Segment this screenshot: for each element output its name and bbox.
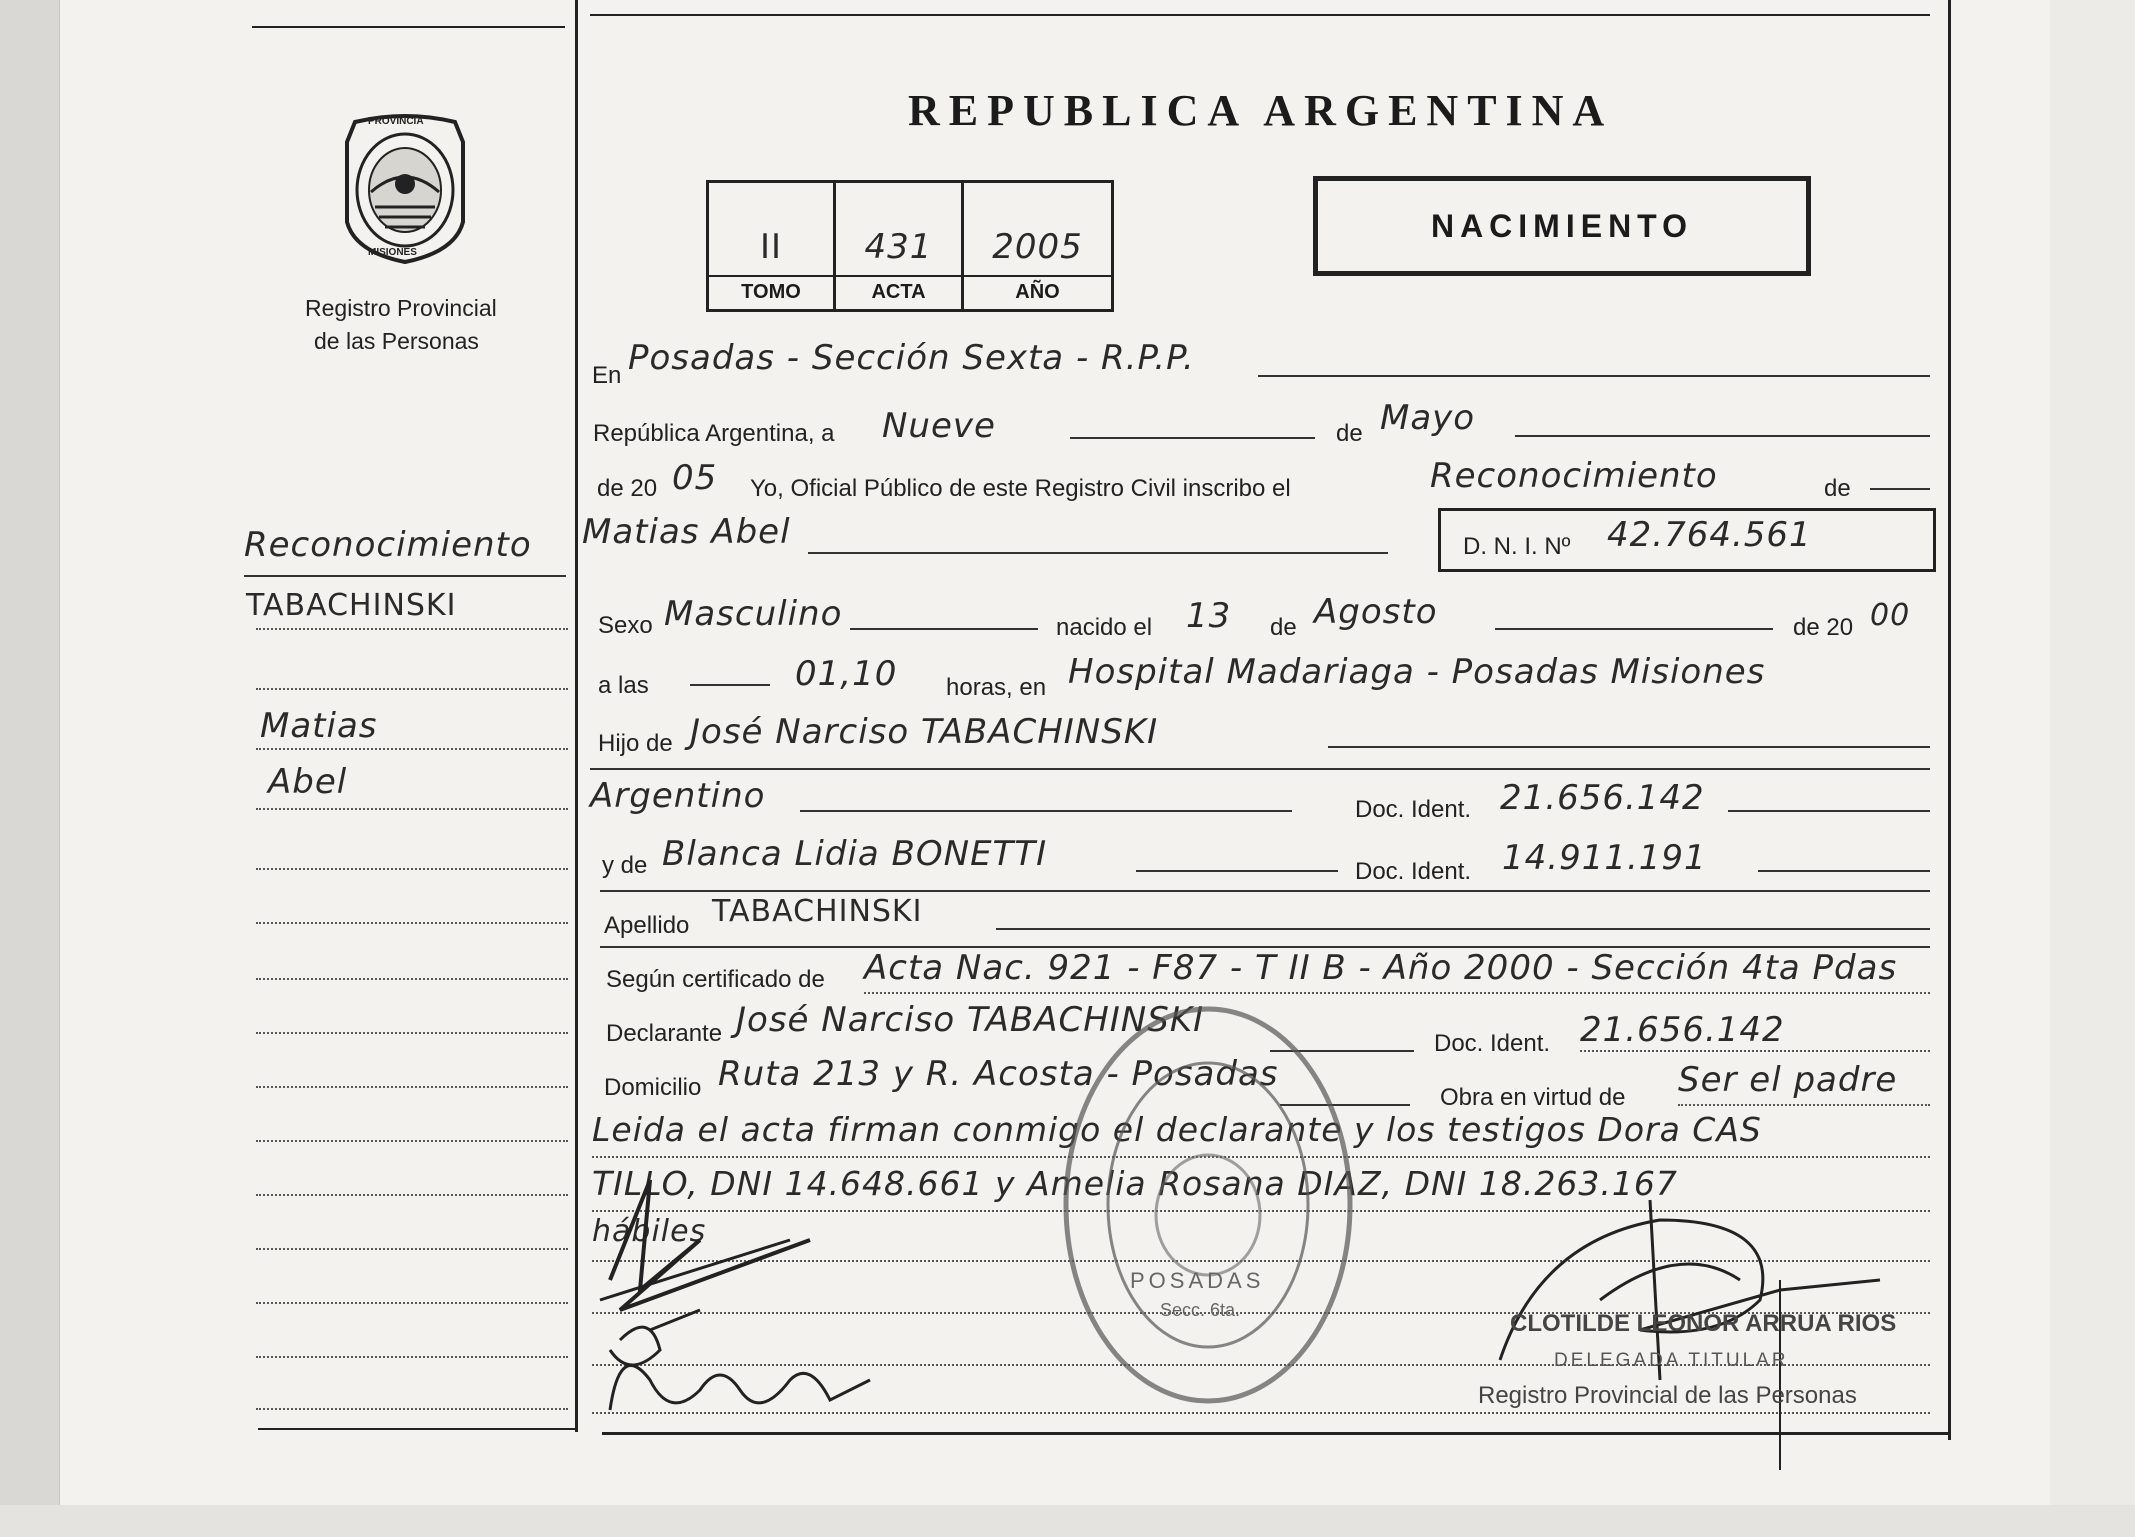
place-value: Posadas - Sección Sexta - R.P.P. xyxy=(628,338,1195,378)
fill-line xyxy=(1495,628,1773,630)
republica-label: República Argentina, a xyxy=(593,420,835,447)
sexo-value: Masculino xyxy=(664,594,843,634)
fill-line xyxy=(1515,435,1930,437)
dotted-line xyxy=(1580,1050,1930,1052)
month-value: Mayo xyxy=(1380,398,1476,438)
page-bottom-edge xyxy=(0,1505,2135,1537)
domicilio-label: Domicilio xyxy=(604,1074,702,1101)
surname-value: TABACHINSKI xyxy=(712,894,923,929)
day-value: Nueve xyxy=(882,406,996,446)
fill-line xyxy=(996,928,1930,930)
declarante-label: Declarante xyxy=(606,1020,723,1047)
time-value: 01,10 xyxy=(795,654,898,694)
year-prefix-label: de 20 xyxy=(597,475,658,502)
alas-label: a las xyxy=(598,672,649,699)
birth-year-label: de 20 xyxy=(1793,614,1854,641)
sidebar-bottom-rule xyxy=(258,1428,576,1430)
dni-box xyxy=(1438,508,1936,572)
stamp-city: POSADAS xyxy=(1130,1268,1265,1293)
doc-label: Doc. Ident. xyxy=(1434,1030,1551,1057)
column-divider xyxy=(575,0,578,1432)
mother-doc-value: 14.911.191 xyxy=(1502,838,1707,878)
birth-year-value: 00 xyxy=(1870,598,1911,633)
dni-value: 42.764.561 xyxy=(1607,515,1812,555)
en-label: En xyxy=(592,362,622,389)
hijo-label: Hijo de xyxy=(598,730,673,757)
closing-line-2: TILLO, DNI 14.648.661 y Amelia Rosana DIAZ, DNI 18.263.167 xyxy=(592,1164,1678,1203)
closing-line-1: Leida el acta firman conmigo el declarante y los testigos Dora CAS xyxy=(592,1110,1762,1149)
sidebar-dotted-line xyxy=(256,868,568,870)
country-title: REPUBLICA ARGENTINA xyxy=(908,86,1614,135)
margin-note: Reconocimiento xyxy=(244,525,532,565)
birth-day-value: 13 xyxy=(1186,596,1232,636)
father-nationality-value: Argentino xyxy=(590,776,766,816)
fill-line xyxy=(1328,746,1930,748)
fill-line xyxy=(590,768,1930,770)
dotted-line xyxy=(1678,1104,1930,1106)
child-name-value: Matias Abel xyxy=(582,512,791,552)
sidebar-dotted-line xyxy=(256,1086,568,1088)
registry-name-line1: Registro Provincial xyxy=(305,295,497,321)
province-seal-icon xyxy=(335,112,475,267)
mother-name-value: Blanca Lidia BONETTI xyxy=(662,834,1048,874)
apellido-label: Apellido xyxy=(604,912,690,939)
sidebar-dotted-line xyxy=(256,1248,568,1250)
sidebar-dotted-line xyxy=(256,1356,568,1358)
address-value: Ruta 213 y R. Acosta - Posadas xyxy=(718,1054,1279,1094)
dni-label: D. N. I. Nº xyxy=(1463,533,1571,560)
margin-given-name-1: Matias xyxy=(260,706,378,746)
seal-bottom-text: MISIONES xyxy=(368,247,417,258)
certificate-value: Acta Nac. 921 - F87 - T II B - Año 2000 - Sección 4ta Pdas xyxy=(864,948,1898,988)
fill-line xyxy=(800,810,1292,812)
segun-label: Según certificado de xyxy=(606,966,825,993)
official-stamp-icon xyxy=(1058,1000,1358,1410)
year-value: 05 xyxy=(672,458,718,498)
record-type-label: NACIMIENTO xyxy=(1430,208,1694,244)
acta-label: ACTA xyxy=(871,281,926,303)
yde-label: y de xyxy=(602,852,648,879)
de-label: de xyxy=(1336,420,1363,447)
fill-line xyxy=(690,684,770,686)
inscribo-text: Yo, Oficial Público de este Registro Civil inscribo el xyxy=(750,475,1291,502)
doc-label: Doc. Ident. xyxy=(1355,858,1472,885)
nacido-label: nacido el xyxy=(1056,614,1153,641)
declarant-name-value: José Narciso TABACHINSKI xyxy=(736,1000,1205,1040)
obra-label: Obra en virtud de xyxy=(1440,1084,1626,1111)
de-label-3: de xyxy=(1270,614,1297,641)
horas-label: horas, en xyxy=(946,674,1047,701)
right-border xyxy=(1948,0,1951,1440)
sidebar-dotted-line xyxy=(256,1302,568,1304)
sidebar-dotted-line xyxy=(256,922,568,924)
fill-line xyxy=(1070,437,1315,439)
sidebar-dotted-line xyxy=(256,1194,568,1196)
sidebar-dotted-line xyxy=(256,1032,568,1034)
record-type-box xyxy=(1313,176,1811,276)
margin-note-rule xyxy=(244,575,566,577)
top-rule-right xyxy=(590,14,1930,16)
fill-line xyxy=(1728,810,1930,812)
stamp-office: Secc. 6ta. xyxy=(1160,1300,1241,1320)
signatory-organization: Registro Provincial de las Personas xyxy=(1478,1382,1857,1409)
fill-line xyxy=(600,890,1930,892)
witness-signatures-icon xyxy=(590,1140,890,1430)
fill-line xyxy=(1136,870,1338,872)
sidebar-dotted-line xyxy=(256,1140,568,1142)
registry-name-line2: de las Personas xyxy=(314,328,479,354)
signatory-name: CLOTILDE LEONOR ARRUA RIOS xyxy=(1510,1310,1897,1337)
fill-line xyxy=(850,628,1038,630)
sidebar-dotted-line xyxy=(256,628,568,630)
doc-label: Doc. Ident. xyxy=(1355,796,1472,823)
sidebar-dotted-line xyxy=(256,978,568,980)
reason-value: Ser el padre xyxy=(1678,1060,1898,1100)
acta-value: 431 xyxy=(864,227,933,267)
sexo-label: Sexo xyxy=(598,612,653,639)
declarant-doc-value: 21.656.142 xyxy=(1580,1010,1785,1050)
registry-index-box xyxy=(706,180,1114,312)
seal-top-text: PROVINCIA xyxy=(368,116,424,127)
margin-given-name-2: Abel xyxy=(268,762,348,802)
sidebar-dotted-line xyxy=(256,1408,568,1410)
father-name-value: José Narciso TABACHINSKI xyxy=(690,712,1159,752)
index-label-rule xyxy=(709,275,1111,277)
dotted-line xyxy=(864,992,1930,994)
birthplace-value: Hospital Madariaga - Posadas Misiones xyxy=(1068,652,1766,692)
margin-surname: TABACHINSKI xyxy=(246,588,457,623)
signatory-role: DELEGADA TITULAR xyxy=(1554,1350,1789,1371)
sidebar-dotted-line xyxy=(256,688,568,690)
ano-value: 2005 xyxy=(992,227,1083,267)
father-doc-value: 21.656.142 xyxy=(1500,778,1705,818)
page-edge xyxy=(2050,0,2135,1537)
tomo-label: TOMO xyxy=(741,281,801,303)
ano-label: AÑO xyxy=(1015,281,1060,303)
fill-line xyxy=(808,552,1388,554)
de-label-2: de xyxy=(1824,475,1851,502)
top-rule-left xyxy=(252,26,565,28)
act-type-value: Reconocimiento xyxy=(1430,456,1718,496)
fill-line xyxy=(1870,488,1930,490)
birth-month-value: Agosto xyxy=(1314,592,1438,632)
sidebar-dotted-line xyxy=(256,748,568,750)
fill-line xyxy=(1758,870,1930,872)
closing-line-3: hábiles xyxy=(592,1214,707,1249)
fill-line xyxy=(1258,375,1930,377)
tomo-value: II xyxy=(759,227,783,267)
sidebar-dotted-line xyxy=(256,808,568,810)
